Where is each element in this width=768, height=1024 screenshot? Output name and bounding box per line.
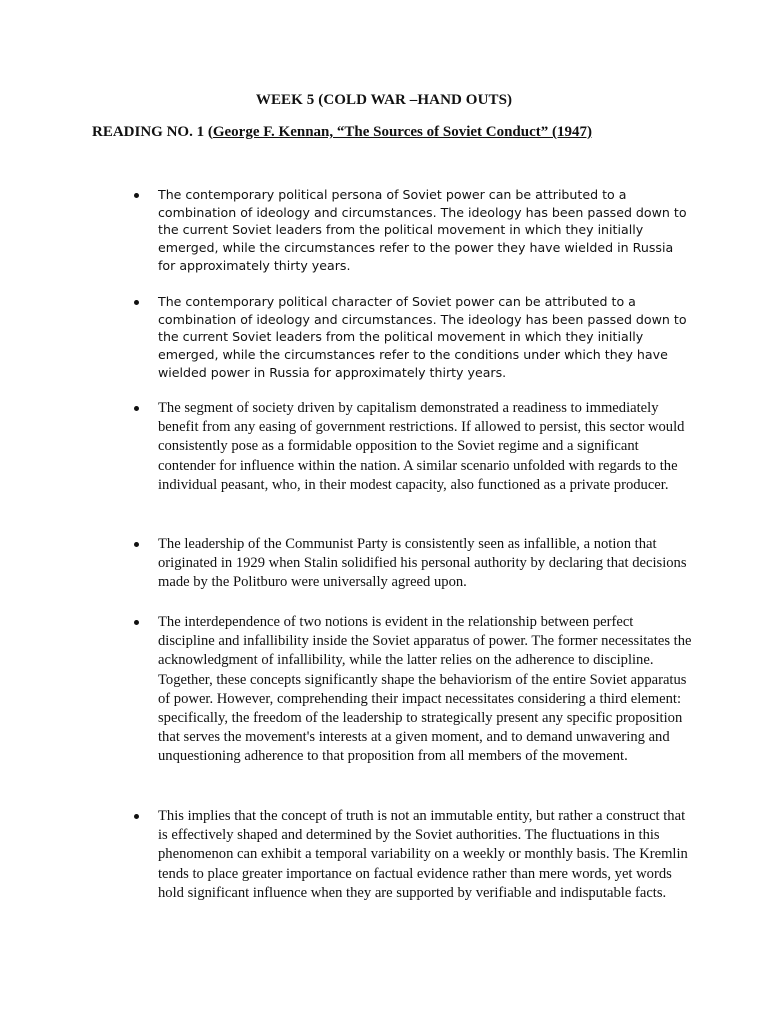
bullet-text: The interdependence of two notions is evident in the relationship between perfect discipline and infallibility inside the Soviet apparatus of power. The former necessitates the acknowledgment of infallibility, while the latter relies on the adherence to discipline. Together, these concepts significantly shape the behaviorism of the entire Soviet apparatus of power. However, comprehending their impact necessitates considering a third element: specifically, the freedom of the leadership to strategically present any specific proposition that serves the movement's interests at a given moment, and to demand unwavering and unquestioning adherence to that proposition from all members of the movement. [158, 614, 692, 765]
bullet-item [132, 613, 692, 767]
bullet-dot-icon [134, 542, 139, 547]
bullet-dot-icon [134, 193, 139, 198]
bullet-item [132, 807, 692, 903]
reading-label: READING NO. 1 ( [92, 124, 213, 140]
bullet-item [132, 399, 692, 495]
bullet-text: The segment of society driven by capitalism demonstrated a readiness to immediately benefit from any easing of government restrictions. If allowed to persist, this sector would consistently pose as a formidable opposition to the Soviet regime and a significant contender for influence within the nation. A similar scenario unfolded with regards to the individual peasant, who, in their modest capacity, also functioned as a private producer. [158, 400, 685, 493]
bullet-text: The leadership of the Communist Party is consistently seen as infallible, a notion that originated in 1929 when Stalin solidified his personal authority by declaring that decisions made by the Politburo were universally agreed upon. [158, 536, 687, 591]
bullet-item [132, 293, 692, 382]
bullet-text: The contemporary political persona of Soviet power can be attributed to a combination of ideology and circumstances. The ideology has been passed down to the current Soviet leaders from the political movement in which they initially emerged, while the circumstances refer to the power they have wielded in Russia for approximately thirty years. [158, 187, 687, 273]
bullet-dot-icon [134, 814, 139, 819]
bullet-dot-icon [134, 406, 139, 411]
bullet-item [132, 535, 692, 593]
week-title: WEEK 5 (COLD WAR –HAND OUTS) [255, 92, 513, 108]
bullet-item [132, 186, 692, 275]
bullet-text: This implies that the concept of truth is not an immutable entity, but rather a construct that is effectively shaped and determined by the Soviet authorities. The fluctuations in this phenomenon can exhibit a temporal variability on a weekly or monthly basis. The Kremlin tends to place greater importance on factual evidence rather than mere words, yet words hold significant influence when they are supported by verifiable and indisputable facts. [158, 808, 688, 901]
reading-reference: George F. Kennan, “The Sources of Soviet Conduct” (1947) [212, 124, 593, 140]
bullet-dot-icon [134, 300, 139, 305]
reading-title [92, 124, 592, 141]
bullet-text: The contemporary political character of Soviet power can be attributed to a combination of ideology and circumstances. The ideology has been passed down to the current Soviet leaders from the political movement in which they initially emerged, while the circumstances refer to the conditions under which they have wielded power in Russia for approximately thirty years. [158, 294, 687, 380]
bullet-dot-icon [134, 620, 139, 625]
